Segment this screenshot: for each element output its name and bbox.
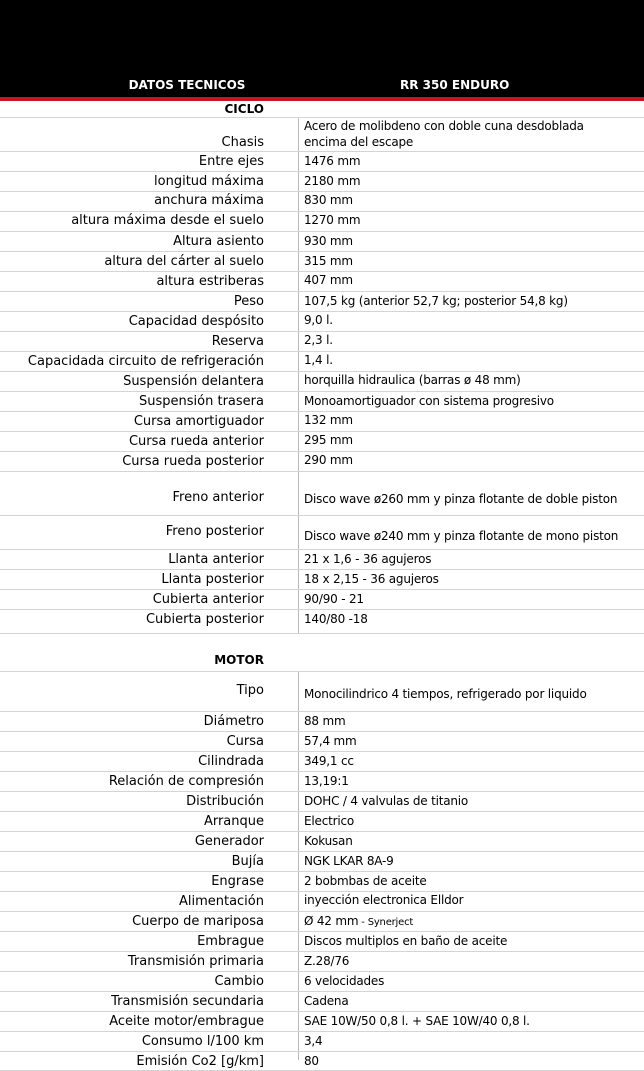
ciclo-label: anchura máxima <box>154 193 264 208</box>
column-headers <box>0 78 644 96</box>
motor-label: Arranque <box>203 814 264 829</box>
motor-value: 13,19:1 <box>304 774 349 788</box>
ciclo-label: altura máxima desde el suelo <box>71 213 264 228</box>
ciclo-row <box>0 372 644 392</box>
motor-value: DOHC / 4 valvulas de titanio <box>304 794 469 808</box>
ciclo-label: Llanta posterior <box>161 572 264 587</box>
motor-label: Aceite motor/embrague <box>109 1014 264 1029</box>
motor-row <box>0 732 644 752</box>
motor-value: 3,4 <box>304 1034 323 1048</box>
ciclo-value: 290 mm <box>304 453 353 467</box>
motor-label: Cilindrada <box>198 754 264 769</box>
ciclo-value: 2,3 l. <box>304 333 333 347</box>
ciclo-label: Freno posterior <box>165 524 264 539</box>
column-header-specs: DATOS TECNICOS <box>128 78 246 92</box>
ciclo-value: 1,4 l. <box>304 353 333 367</box>
motor-row <box>0 792 644 812</box>
motor-label: Tipo <box>236 683 264 698</box>
motor-row <box>0 972 644 992</box>
motor-value: Discos multiplos en baño de aceite <box>304 934 508 948</box>
ciclo-row <box>0 610 644 634</box>
motor-row <box>0 1032 644 1052</box>
motor-row <box>0 772 644 792</box>
motor-row <box>0 1012 644 1032</box>
motor-label: Bujía <box>231 854 264 869</box>
ciclo-value: 9,0 l. <box>304 313 333 327</box>
ciclo-label: altura del cárter al suelo <box>104 254 264 269</box>
motor-row <box>0 1052 644 1071</box>
ciclo-row <box>0 192 644 212</box>
motor-row <box>0 672 644 712</box>
section-title-motor: MOTOR <box>214 653 264 667</box>
motor-label: Emisión Co2 [g/km] <box>136 1054 264 1069</box>
ciclo-label: Cubierta anterior <box>152 592 264 607</box>
motor-value: NGK LKAR 8A-9 <box>304 854 394 868</box>
motor-label: Relación de compresión <box>108 774 264 789</box>
ciclo-label: longitud máxima <box>154 174 264 189</box>
ciclo-value: 407 mm <box>304 273 353 287</box>
motor-value: 88 mm <box>304 714 346 728</box>
ciclo-row <box>0 152 644 172</box>
motor-value: Electrico <box>304 814 355 828</box>
motor-value: Z.28/76 <box>304 954 350 968</box>
ciclo-label: Entre ejes <box>198 154 264 169</box>
motor-value: Cadena <box>304 994 349 1008</box>
ciclo-row <box>0 332 644 352</box>
ciclo-value: 930 mm <box>304 234 353 248</box>
ciclo-row <box>0 212 644 232</box>
motor-value: SAE 10W/50 0,8 l. + SAE 10W/40 0,8 l. <box>304 1014 530 1028</box>
ciclo-row <box>0 412 644 432</box>
ciclo-row <box>0 452 644 472</box>
motor-label: Alimentación <box>178 894 264 909</box>
ciclo-row <box>0 472 644 516</box>
ciclo-value: 140/80 -18 <box>304 612 368 626</box>
ciclo-label: Cubierta posterior <box>145 612 264 627</box>
column-header-model: RR 350 ENDURO <box>400 78 510 92</box>
ciclo-value: 21 x 1,6 - 36 agujeros <box>304 552 432 566</box>
motor-row <box>0 892 644 912</box>
ciclo-label: Cursa amortiguador <box>133 414 264 429</box>
ciclo-label: Peso <box>233 294 264 309</box>
ciclo-row <box>0 392 644 412</box>
motor-value: 2 bobmbas de aceite <box>304 874 427 888</box>
motor-value: 6 velocidades <box>304 974 385 988</box>
ciclo-label: Llanta anterior <box>168 552 264 567</box>
ciclo-row <box>0 118 644 152</box>
ciclo-label: Cursa rueda anterior <box>128 434 264 449</box>
motor-value: 57,4 mm <box>304 734 357 748</box>
ciclo-label: altura estriberas <box>156 274 264 289</box>
ciclo-label: Reserva <box>211 334 264 349</box>
ciclo-value-continued: encima del escape <box>304 135 414 149</box>
motor-label: Cursa <box>226 734 264 749</box>
ciclo-value: 1270 mm <box>304 213 361 227</box>
motor-label: Embrague <box>197 934 264 949</box>
motor-label: Cambio <box>214 974 264 989</box>
ciclo-value: Disco wave ø240 mm y pinza flotante de mono piston <box>304 529 619 543</box>
motor-value-note: - Synerject <box>358 917 414 928</box>
section-title-ciclo: CICLO <box>224 102 264 116</box>
ciclo-value: Acero de molibdeno con doble cuna desdoblada <box>304 119 584 133</box>
ciclo-row <box>0 550 644 570</box>
ciclo-label: Suspensión trasera <box>139 394 264 409</box>
motor-row <box>0 752 644 772</box>
ciclo-label: Capacidad despósito <box>128 314 264 329</box>
motor-label: Transmisión primaria <box>127 954 264 969</box>
motor-label: Cuerpo de mariposa <box>132 914 264 929</box>
ciclo-row <box>0 590 644 610</box>
ciclo-value: 132 mm <box>304 413 353 427</box>
motor-value: 80 <box>304 1054 319 1068</box>
section-row-ciclo <box>0 101 644 118</box>
ciclo-row <box>0 252 644 272</box>
spec-table <box>0 101 644 1071</box>
motor-row <box>0 912 644 932</box>
ciclo-row <box>0 292 644 312</box>
ciclo-label: Chasis <box>221 135 264 150</box>
ciclo-row <box>0 570 644 590</box>
motor-row <box>0 812 644 832</box>
ciclo-label: Altura asiento <box>173 234 264 249</box>
motor-row <box>0 992 644 1012</box>
ciclo-row <box>0 272 644 292</box>
motor-label: Generador <box>194 834 264 849</box>
motor-row <box>0 712 644 732</box>
section-row-motor <box>0 634 644 672</box>
motor-row <box>0 952 644 972</box>
ciclo-value: 830 mm <box>304 193 353 207</box>
motor-value: 349,1 cc <box>304 754 354 768</box>
ciclo-row <box>0 232 644 252</box>
motor-label: Transmisión secundaria <box>111 994 264 1009</box>
ciclo-value: 315 mm <box>304 254 353 268</box>
ciclo-value: 90/90 - 21 <box>304 592 364 606</box>
motor-row <box>0 832 644 852</box>
ciclo-value: 107,5 kg (anterior 52,7 kg; posterior 54,8 kg) <box>304 294 568 308</box>
ciclo-value: 295 mm <box>304 433 353 447</box>
ciclo-value: horquilla hidraulica (barras ø 48 mm) <box>304 373 521 387</box>
motor-row <box>0 872 644 892</box>
motor-value: inyección electronica Elldor <box>304 893 464 907</box>
ciclo-value: 2180 mm <box>304 174 361 188</box>
motor-label: Consumo l/100 km <box>141 1034 264 1049</box>
ciclo-value: 18 x 2,15 - 36 agujeros <box>304 572 439 586</box>
motor-value <box>304 913 640 931</box>
ciclo-label: Freno anterior <box>172 490 264 505</box>
ciclo-value: Disco wave ø260 mm y pinza flotante de doble piston <box>304 492 618 506</box>
motor-label: Distribución <box>186 794 264 809</box>
ciclo-row <box>0 516 644 550</box>
motor-value: Kokusan <box>304 834 353 848</box>
ciclo-value: 1476 mm <box>304 154 361 168</box>
motor-label: Engrase <box>211 874 264 889</box>
ciclo-row <box>0 312 644 332</box>
ciclo-label: Suspensión delantera <box>123 374 264 389</box>
ciclo-row <box>0 352 644 372</box>
ciclo-value: Monoamortiguador con sistema progresivo <box>304 394 554 408</box>
motor-value: Monocilindrico 4 tiempos, refrigerado por liquido <box>304 687 587 701</box>
motor-row <box>0 932 644 952</box>
ciclo-row <box>0 432 644 452</box>
motor-label: Diámetro <box>203 714 264 729</box>
ciclo-label: Cursa rueda posterior <box>122 454 264 469</box>
ciclo-row <box>0 172 644 192</box>
ciclo-label: Capacidada circuito de refrigeración <box>27 354 264 369</box>
motor-value-main: Ø 42 mm <box>304 914 359 928</box>
motor-row <box>0 852 644 872</box>
